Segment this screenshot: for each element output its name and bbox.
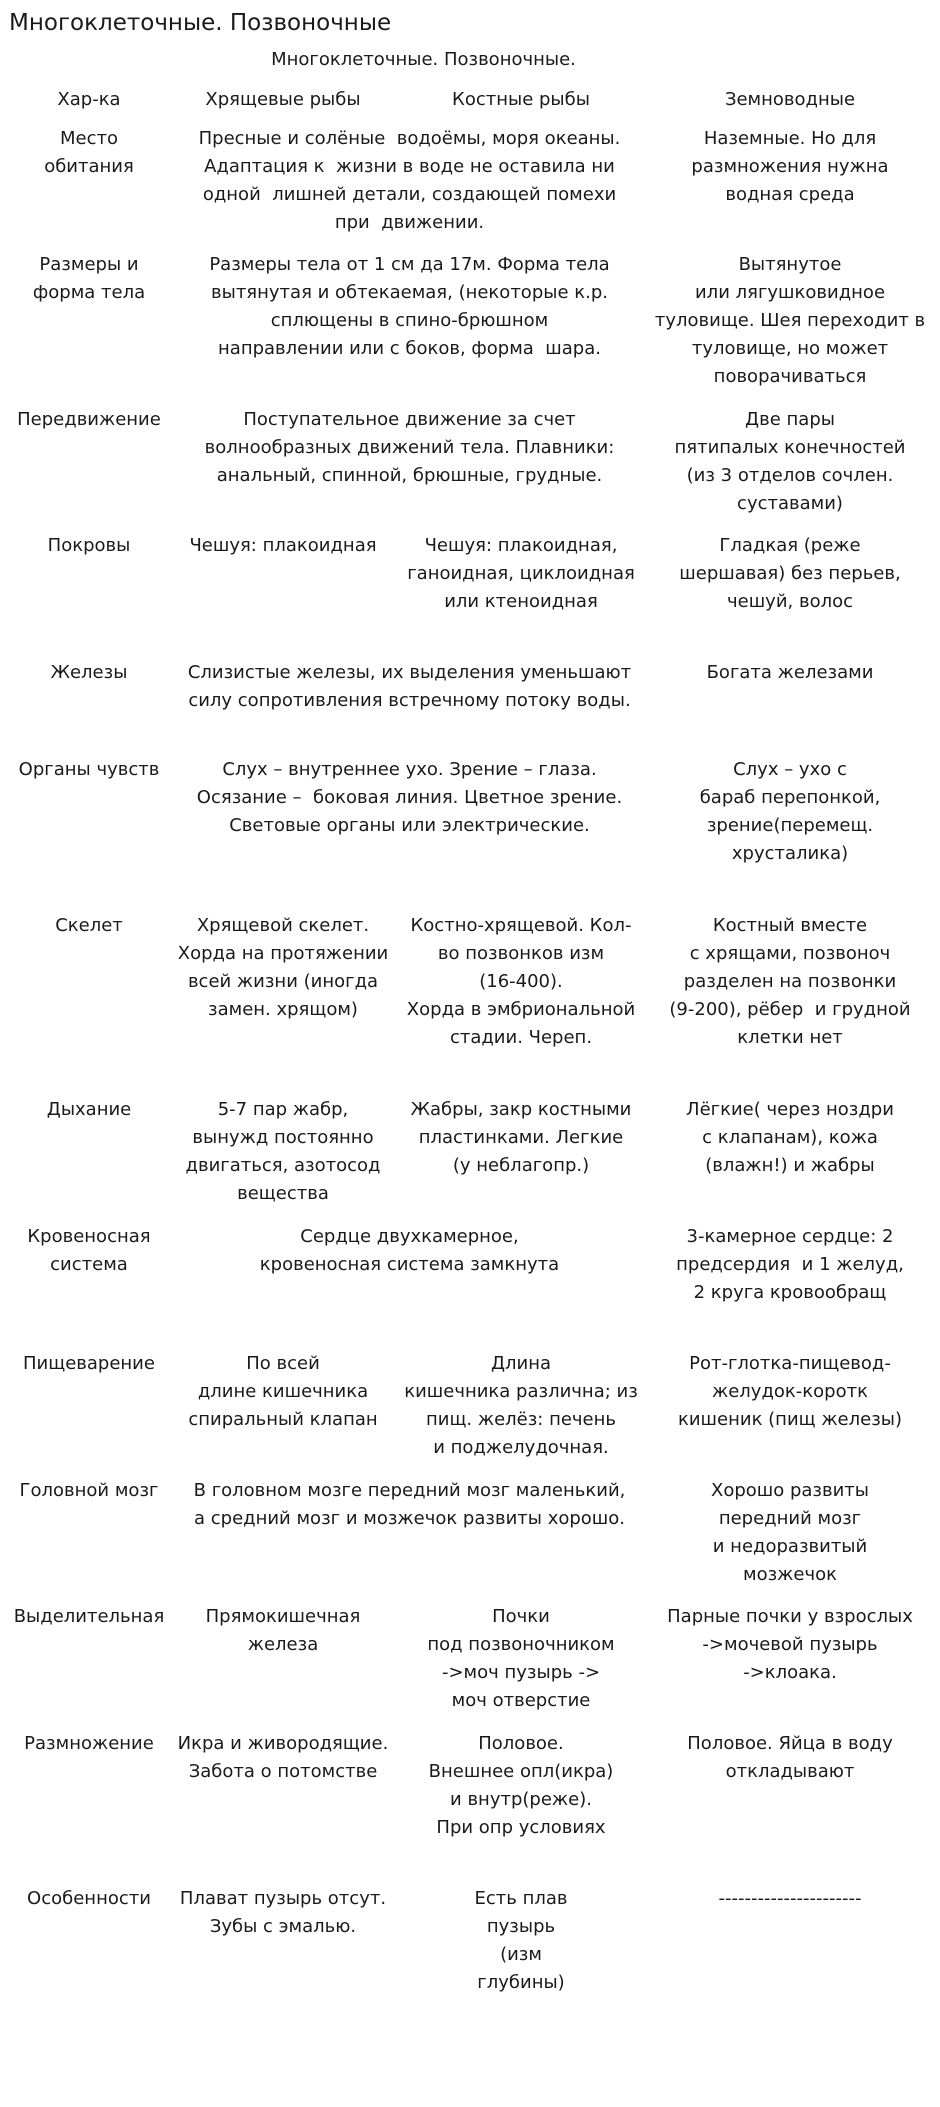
amphibians-cell: Гладкая (реже шершавая) без перьев, чешуй, волос: [679, 535, 901, 612]
cartilaginous-cell: По всей длине кишечника спиральный клапан: [188, 1353, 378, 1430]
header-characteristic: Хар-ка: [57, 89, 121, 110]
bony-cell: Длина кишечника различна; из пищ. желёз: печень и поджелудочная.: [404, 1353, 638, 1458]
fish-merged-cell: В головном мозге передний мозг маленький, а средний мозг и мозжечок развиты хорошо.: [193, 1480, 626, 1529]
amphibians-cell: Костный вместе с хрящами, позвоноч разделен на позвонки (9-200), рёбер и грудной клетки нет: [669, 915, 911, 1048]
fish-merged-cell: Сердце двухкамерное, кровеносная система замкнута: [259, 1226, 560, 1275]
amphibians-cell: Богата железами: [706, 662, 874, 683]
cartilaginous-cell: Икра и живородящие. Забота о потомстве: [177, 1733, 389, 1782]
row-label: Покровы: [47, 535, 131, 556]
cartilaginous-cell: 5-7 пар жабр, вынужд постоянно двигаться, азотосод вещества: [185, 1099, 381, 1204]
row-label: Место обитания: [44, 128, 134, 177]
bony-cell: Жабры, закр костными пластинками. Легкие (у неблагопр.): [410, 1099, 632, 1176]
row-label: Дыхание: [46, 1099, 132, 1120]
amphibians-cell: Хорошо развиты передний мозг и недоразвитый мозжечок: [710, 1480, 870, 1585]
amphibians-cell: Вытянутое или лягушковидное туловище. Шея переходит в туловище, но может поворачиваться: [654, 254, 926, 387]
row-label: Размножение: [24, 1733, 154, 1754]
row-label: Головной мозг: [19, 1480, 159, 1501]
row-label: Особенности: [27, 1888, 151, 1909]
header-amphibians: Земноводные: [724, 89, 856, 110]
amphibians-cell: 3-камерное сердце: 2 предсердия и 1 желуд, 2 круга кровообращ: [676, 1226, 904, 1303]
page-title: Многоклеточные. Позвоночные: [9, 10, 392, 36]
row-label: Железы: [50, 662, 128, 683]
amphibians-cell: Парные почки у взрослых ->мочевой пузырь ->клоака.: [667, 1606, 913, 1683]
header-bony-fish: Костные рыбы: [452, 89, 590, 110]
bony-cell: Почки под позвоночником ->моч пузырь -> моч отверстие: [427, 1606, 615, 1711]
fish-merged-cell: Поступательное движение за счет волнообразных движений тела. Плавники: анальный, спинной, брюшные, грудные.: [204, 409, 615, 486]
bony-cell: Есть плав пузырь (изм глубины): [474, 1888, 568, 1993]
amphibians-cell: Рот-глотка-пищевод- желудок-коротк кишеник (пищ железы): [677, 1353, 902, 1430]
fish-merged-cell: Слух – внутреннее ухо. Зрение – глаза. Осязание – боковая линия. Цветное зрение. Световые органы или электрические.: [196, 759, 623, 836]
row-label: Органы чувств: [18, 759, 160, 780]
bony-cell: Чешуя: плакоидная, ганоидная, циклоидная или ктеноидная: [407, 535, 635, 612]
amphibians-cell: Лёгкие( через ноздри с клапанам), кожа (влажн!) и жабры: [686, 1099, 894, 1176]
row-label: Скелет: [55, 915, 123, 936]
row-label: Выделительная: [13, 1606, 165, 1627]
table-caption: Многоклеточные. Позвоночные.: [271, 49, 576, 70]
bony-cell: Костно-хрящевой. Кол- во позвонков изм (16-400). Хорда в эмбриональной стадии. Череп.: [406, 915, 636, 1048]
header-cartilaginous-fish: Хрящевые рыбы: [205, 89, 361, 110]
fish-merged-cell: Размеры тела от 1 см да 17м. Форма тела вытянутая и обтекаемая, (некоторые к.р. сплющены в спино-брюшном направлении или с боков, форма шара.: [209, 254, 610, 359]
cartilaginous-cell: Прямокишечная железа: [205, 1606, 361, 1655]
cartilaginous-cell: Плават пузырь отсут. Зубы с эмалью.: [179, 1888, 387, 1937]
amphibians-cell: Наземные. Но для размножения нужна водная среда: [691, 128, 889, 205]
cartilaginous-cell: Чешуя: плакоидная: [189, 535, 377, 556]
amphibians-cell: Две пары пятипалых конечностей (из 3 отделов сочлен. суставами): [674, 409, 906, 514]
row-label: Размеры и форма тела: [32, 254, 146, 303]
fish-merged-cell: Слизистые железы, их выделения уменьшают силу сопротивления встречному потоку воды.: [187, 662, 632, 711]
cartilaginous-cell: Хрящевой скелет. Хорда на протяжении всей жизни (иногда замен. хрящом): [177, 915, 389, 1020]
amphibians-cell: Половое. Яйца в воду откладывают: [687, 1733, 893, 1782]
bony-cell: Половое. Внешнее опл(икра) и внутр(реже). При опр условиях: [428, 1733, 614, 1838]
row-label: Кровеносная система: [27, 1226, 151, 1275]
fish-merged-cell: Пресные и солёные водоёмы, моря океаны. Адаптация к жизни в воде не оставила ни одной лишней детали, создающей помехи при движении.: [198, 128, 621, 233]
row-label: Передвижение: [17, 409, 161, 430]
amphibians-cell: ----------------------: [718, 1888, 862, 1909]
amphibians-cell: Слух – ухо с бараб перепонкой, зрение(перемещ. хрусталика): [699, 759, 881, 864]
row-label: Пищеварение: [23, 1353, 155, 1374]
